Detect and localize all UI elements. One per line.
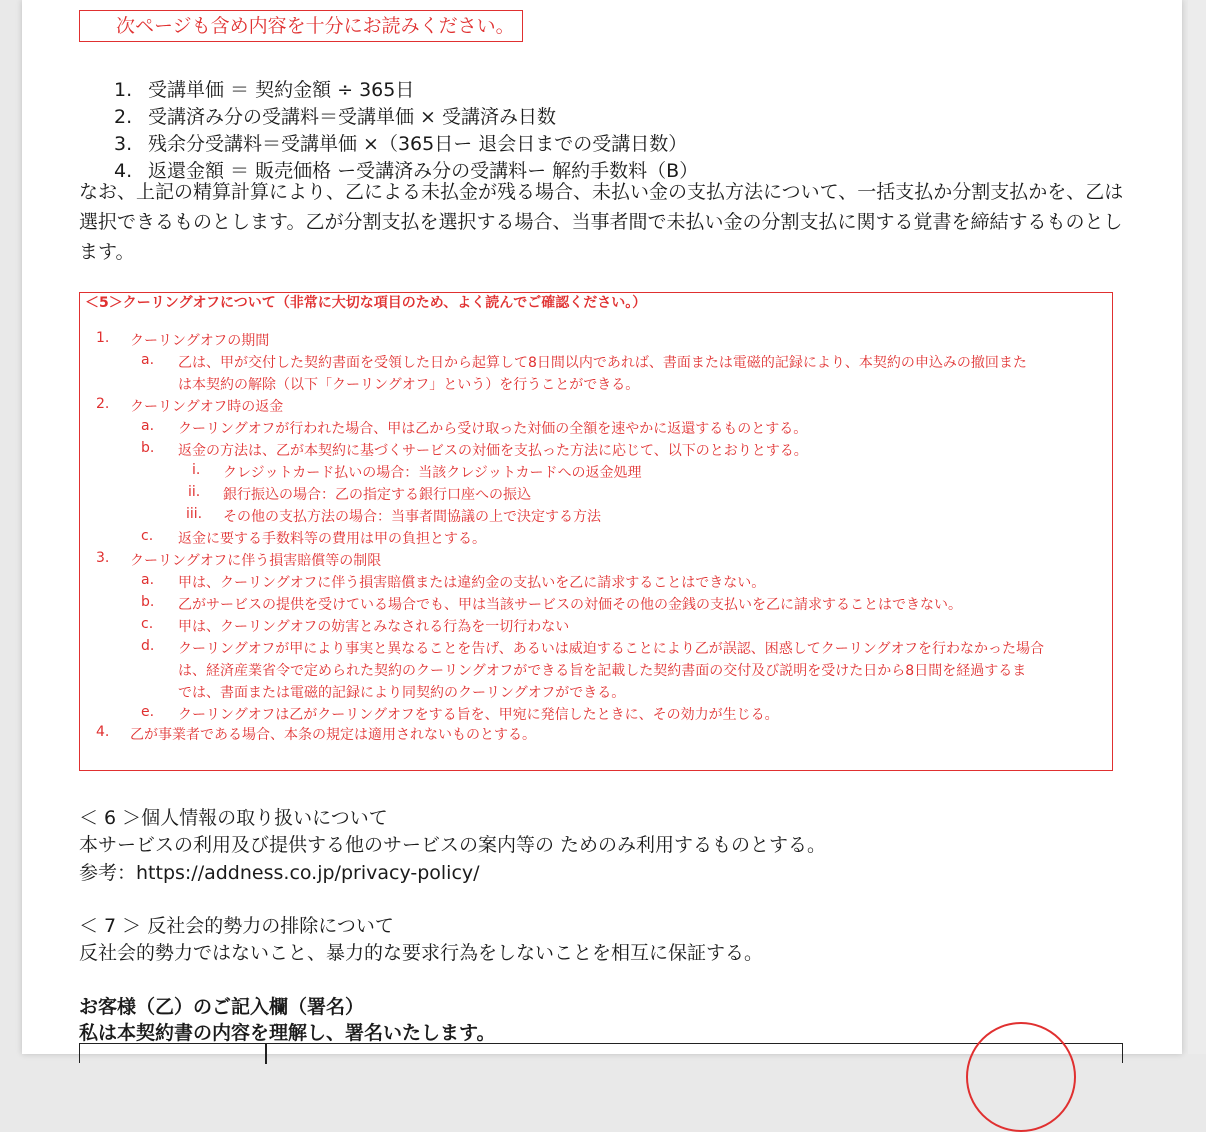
list-letter: c. <box>141 616 154 632</box>
formula-item-2 <box>114 102 556 129</box>
cooling-off-item-3: クーリングオフに伴う損害賠償等の制限 <box>130 553 382 569</box>
cooling-off-item-1: クーリングオフの期間 <box>130 333 270 349</box>
list-letter: e. <box>141 704 155 720</box>
signature-heading: お客様（乙）のご記入欄（署名） <box>79 996 365 1018</box>
cooling-off-item-2b: 返金の方法は、乙が本契約に基づくサービスの対価を支払った方法に応じて、以下のとおりとする。 <box>178 443 808 459</box>
list-roman: i. <box>192 462 201 478</box>
privacy-body: 本サービスの利用及び提供する他のサービスの案内等の ためのみ利用するものとする。 <box>79 834 827 856</box>
antisocial-heading: ＜ 7 ＞ 反社会的勢力の排除について <box>79 915 394 937</box>
signature-statement: 私は本契約書の内容を理解し、署名いたします。 <box>79 1022 496 1044</box>
list-letter: c. <box>141 528 154 544</box>
cooling-off-item-3c: 甲は、クーリングオフの妨害とみなされる行為を一切行わない <box>178 619 570 635</box>
cooling-off-item-3b: 乙がサービスの提供を受けている場合でも、甲は当該サービスの対価その他の金銭の支払いを乙に請求することはできない。 <box>178 597 962 613</box>
list-letter: a. <box>141 418 155 434</box>
list-number: 3. <box>96 550 110 566</box>
notice-box: 次ページも含め内容を十分にお読みください。 <box>79 10 523 42</box>
list-letter: b. <box>141 440 155 456</box>
document-page <box>22 0 1182 1054</box>
cooling-off-item-2c: 返金に要する手数料等の費用は甲の負担とする。 <box>178 531 486 547</box>
cooling-off-item-1a-cont: は本契約の解除（以下「クーリングオフ」という）を行うことができる。 <box>178 377 640 393</box>
cooling-off-item-2a: クーリングオフが行われた場合、甲は乙から受け取った対価の全額を速やかに返還するものとする。 <box>178 421 808 437</box>
list-number: 1. <box>114 79 133 101</box>
table-divider <box>265 1044 267 1064</box>
cooling-off-item-3d: クーリングオフが甲により事実と異なることを告げ、あるいは威迫することにより乙が誤認、困惑してクーリングオフを行わなかった場合 <box>178 641 1045 657</box>
formula-text: 受講済み分の受講料＝受講単価 × 受講済み日数 <box>148 106 557 128</box>
signature-table <box>79 1043 1123 1063</box>
formula-text: 残余分受講料＝受講単価 ×（365日ー 退会日までの受講日数） <box>148 133 688 155</box>
cooling-off-item-3e: クーリングオフは乙がクーリングオフをする旨を、甲宛に発信したときに、その効力が生じる。 <box>178 707 779 723</box>
cooling-off-item-3a: 甲は、クーリングオフに伴う損害賠償または違約金の支払いを乙に請求することはできない。 <box>178 575 766 591</box>
cooling-off-item-2: クーリングオフ時の返金 <box>130 399 284 415</box>
list-letter: a. <box>141 352 155 368</box>
list-roman: ii. <box>188 484 201 500</box>
settlement-note: なお、上記の精算計算により、乙による未払金が残る場合、未払い金の支払方法について、一括支払か分割支払かを、乙は選択できるものとします。乙が分割支払を選択する場合、当事者間で未払い金の分割支払に関する覚書を締結するものとします。 <box>79 181 1124 263</box>
formula-text: 受講単価 ＝ 契約金額 ÷ 365日 <box>148 79 415 101</box>
list-number: 1. <box>96 330 110 346</box>
privacy-heading: ＜ 6 ＞個人情報の取り扱いについて <box>79 807 388 829</box>
list-letter: a. <box>141 572 155 588</box>
list-roman: iii. <box>186 506 203 522</box>
cooling-off-item-3d-cont1: は、経済産業省令で定められた契約のクーリングオフができる旨を記載した契約書面の交付及び説明を受けた日から8日間を経過するま <box>178 663 1027 679</box>
list-letter: b. <box>141 594 155 610</box>
antisocial-body: 反社会的勢力ではないこと、暴力的な要求行為をしないことを相互に保証する。 <box>79 942 764 964</box>
scrollbar[interactable] <box>1188 0 1206 1054</box>
formula-item-3 <box>114 129 687 156</box>
formula-text: 返還金額 ＝ 販売価格 ー受講済み分の受講料ー 解約手数料（B） <box>148 160 699 182</box>
cooling-off-heading: ＜5＞クーリングオフについて（非常に大切な項目のため、よく読んでご確認ください。） <box>85 295 647 311</box>
cooling-off-item-3d-cont2: では、書面または電磁的記録により同契約のクーリングオフができる。 <box>178 685 626 701</box>
cooling-off-item-2b-iii: その他の支払方法の場合：当事者間協議の上で決定する方法 <box>223 509 601 525</box>
seal-circle <box>966 1022 1076 1132</box>
formula-item-1 <box>114 75 414 102</box>
cooling-off-item-2b-ii: 銀行振込の場合：乙の指定する銀行口座への振込 <box>223 487 531 503</box>
list-number: 4. <box>96 724 110 740</box>
list-number: 3. <box>114 133 133 155</box>
list-number: 2. <box>96 396 110 412</box>
cooling-off-item-2b-i: クレジットカード払いの場合：当該クレジットカードへの返金処理 <box>223 465 642 481</box>
privacy-reference-link[interactable]: 参考：https://addness.co.jp/privacy-policy/ <box>79 862 480 884</box>
cooling-off-item-4: 乙が事業者である場合、本条の規定は適用されないものとする。 <box>130 727 536 743</box>
list-number: 4. <box>114 160 133 182</box>
cooling-off-item-1a: 乙は、甲が交付した契約書面を受領した日から起算して8日間以内であれば、書面または電磁的記録により、本契約の申込みの撤回また <box>178 355 1027 371</box>
list-letter: d. <box>141 638 155 654</box>
list-number: 2. <box>114 106 133 128</box>
